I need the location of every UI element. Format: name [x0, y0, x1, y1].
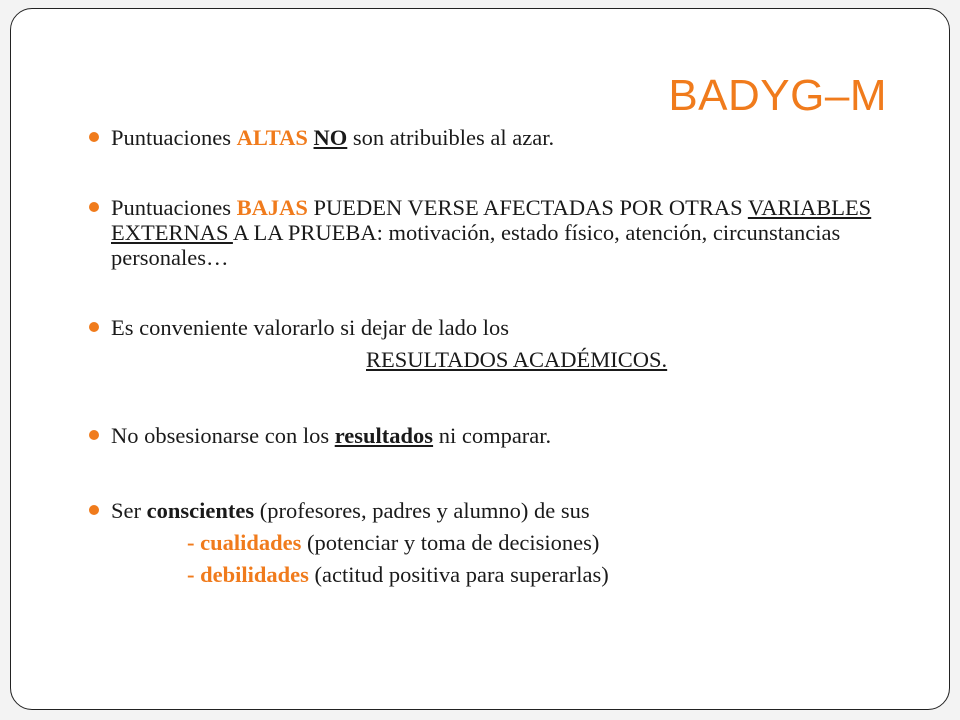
bullet-item-3: [89, 315, 909, 372]
bullet-text: Puntuaciones: [111, 195, 237, 220]
bullet-text: (potenciar y toma de decisiones): [301, 530, 600, 555]
bullet-text: Ser: [111, 498, 147, 523]
highlight-debilidades: - debilidades: [187, 562, 309, 587]
underline-variables: VARIABLES EXTERNAS: [111, 195, 872, 245]
bullet-text: son atribuibles al azar.: [347, 125, 555, 150]
bullet-dot-icon: [89, 132, 99, 142]
emphasis-no: NO: [313, 125, 348, 150]
bullet-text: PUEDEN VERSE AFECTADAS POR OTRAS: [307, 195, 748, 220]
bullet-dot-icon: [89, 322, 99, 332]
bullet-text: (actitud positiva para superarlas): [308, 562, 609, 587]
highlight-altas: ALTAS: [236, 125, 308, 150]
bullet-text: No obsesionarse con los: [111, 423, 335, 448]
sub-line-debilidades: [111, 562, 909, 587]
emphasis-conscientes: conscientes: [146, 498, 255, 523]
underline-resultados-academicos: RESULTADOS ACADÉMICOS.: [366, 347, 668, 372]
emphasis-resultados: resultados: [334, 423, 434, 448]
bullet-dot-icon: [89, 505, 99, 515]
bullet-dot-icon: [89, 202, 99, 212]
bullet-item-4: [89, 423, 909, 448]
highlight-cualidades: - cualidades: [187, 530, 302, 555]
highlight-bajas: BAJAS: [236, 195, 308, 220]
bullet-text: (profesores, padres y alumno) de sus: [254, 498, 590, 523]
bullet-item-2: [89, 195, 909, 270]
slide-title: BADYG–M: [668, 71, 887, 120]
bullet-text: Es conveniente valorarlo si dejar de lado los: [111, 315, 509, 340]
sub-line-cualidades: [111, 530, 909, 555]
bullet-text: ni comparar.: [433, 423, 552, 448]
bullet-dot-icon: [89, 430, 99, 440]
bullet-text: Puntuaciones: [111, 125, 237, 150]
bullet-item-1: [89, 125, 909, 150]
bullet-text: A LA PRUEBA: motivación, estado físico, atención, circunstancias personales…: [111, 220, 841, 270]
bullet-list: [89, 125, 909, 587]
bullet-item-5: [89, 498, 909, 587]
slide-frame: [10, 8, 950, 710]
